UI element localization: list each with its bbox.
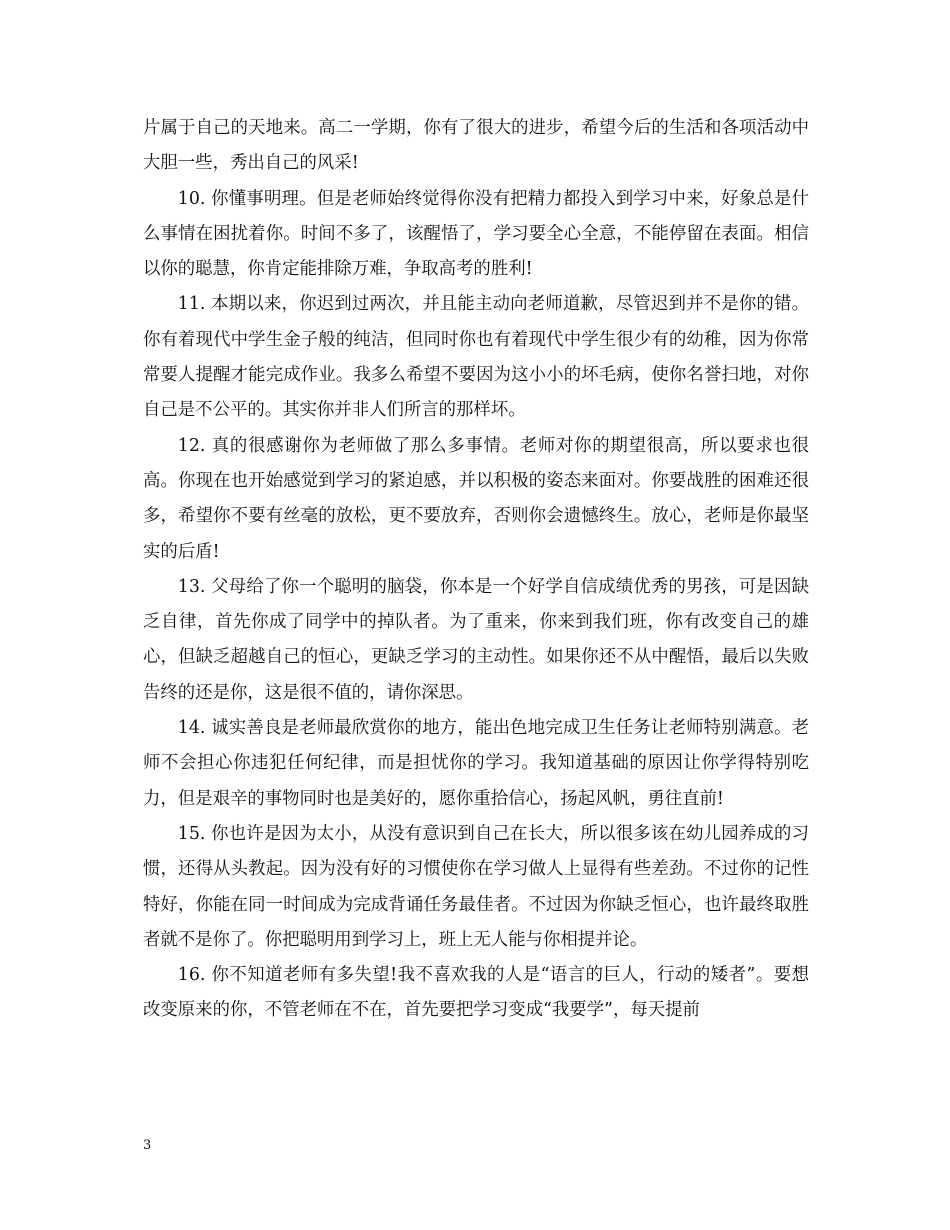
paragraph-comment-12: 12. 真的很感谢你为老师做了那么多事情。老师对你的期望很高，所以要求也很高。你现在也开始感觉到学习的紧迫感，并以积极的姿态来面对。你要战胜的困难还很多，希望你不要有丝毫的放松，更不要放弃，否则你会遗憾终生。放心，老师是你最坚实的后盾! bbox=[143, 435, 809, 562]
paragraph-continuation: 片属于自己的天地来。高二一学期，你有了很大的进步，希望今后的生活和各项活动中大胆一些，秀出自己的风采! bbox=[143, 118, 809, 174]
paragraph-comment-14: 14. 诚实善良是老师最欣赏你的地方，能出色地完成卫生任务让老师特别满意。老师不会担心你违犯任何纪律，而是担忧你的学习。我知道基础的原因让你学得特别吃力，但是艰辛的事物同时也是美好的，愿你重拾信心，扬起风帆，勇往直前! bbox=[143, 718, 809, 809]
page-number: 3 bbox=[143, 1138, 152, 1153]
paragraph-comment-10: 10. 你懂事明理。但是老师始终觉得你没有把精力都投入到学习中来，好象总是什么事情在困扰着你。时间不多了，该醒悟了，学习要全心全意，不能停留在表面。相信以你的聪慧，你肯定能排除万难，争取高考的胜利! bbox=[143, 188, 809, 280]
paragraph-comment-15: 15. 你也许是因为太小，从没有意识到自己在长大，所以很多该在幼儿园养成的习惯，还得从头教起。因为没有好的习惯使你在学习做人上显得有些差劲。不过你的记性特好，你能在同一时间成为完成背诵任务最佳者。不过因为你缺乏恒心，也许最终取胜者就不是你了。你把聪明用到学习上，班上无人能与你相提并论。 bbox=[143, 823, 809, 950]
paragraph-comment-13: 13. 父母给了你一个聪明的脑袋，你本是一个好学自信成绩优秀的男孩，可是因缺乏自律，首先你成了同学中的掉队者。为了重来，你来到我们班，你有改变自己的雄心，但缺乏超越自己的恒心，更缺乏学习的主动性。如果你还不从中醒悟，最后以失败告终的还是你，这是很不值的，请你深思。 bbox=[143, 576, 809, 703]
paragraph-comment-16: 16. 你不知道老师有多失望!我不喜欢我的人是“语言的巨人，行动的矮者”。要想改变原来的你，不管老师在不在，首先要把学习变成“我要学”，每天提前 bbox=[143, 965, 809, 1021]
document-body bbox=[143, 111, 809, 1029]
paragraph-comment-11: 11. 本期以来，你迟到过两次，并且能主动向老师道歉，尽管迟到并不是你的错。你有着现代中学生金子般的纯洁，但同时你也有着现代中学生很少有的幼稚，因为你常常要人提醒才能完成作业。我多么希望不要因为这小小的坏毛病，使你名誉扫地，对你自己是不公平的。其实你并非人们所言的那样坏。 bbox=[143, 294, 809, 421]
